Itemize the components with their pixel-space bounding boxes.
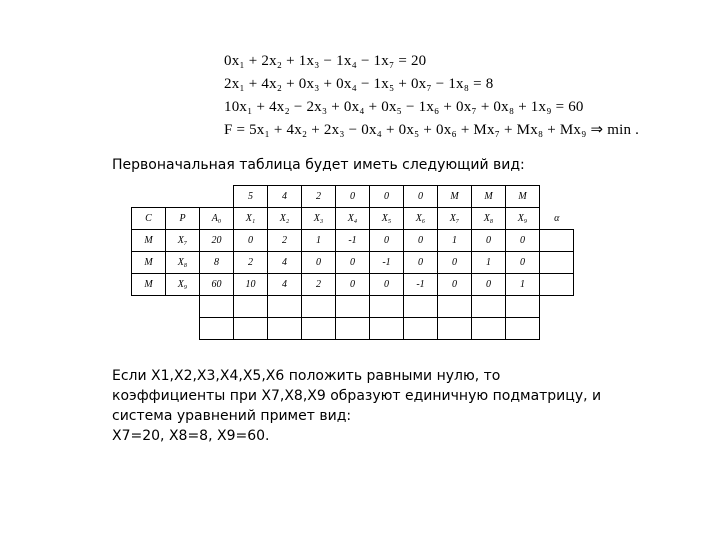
header-cell: X₅ (370, 208, 404, 230)
table-cell: M (132, 230, 166, 252)
header-cell-alpha: α (554, 212, 560, 224)
cost-cell: M (506, 186, 540, 208)
table-cell (540, 252, 574, 274)
equation-line: 2x₁ + 4x₂ + 0x₃ + 0x₄ − 1x₅ + 0x₇ − 1x₈ = 8 (224, 76, 494, 92)
header-cell: X₁ (234, 208, 268, 230)
table-cell: 0 (404, 230, 438, 252)
table-cell: 1 (506, 274, 540, 296)
equation-line: 0x₁ + 2x₂ + 1x₃ − 1x₄ − 1x₇ = 20 (224, 53, 427, 69)
empty-cell (268, 318, 302, 340)
conclusion-line: коэффициенты при X7,X8,X9 образуют единичную подматрицу, и (112, 388, 602, 404)
conclusion-text (112, 366, 672, 446)
table-row (132, 274, 574, 296)
cost-cell: 0 (370, 186, 404, 208)
table-cell: 1 (438, 230, 472, 252)
empty-cell (438, 318, 472, 340)
header-row (132, 208, 574, 230)
table-cell: 0 (506, 230, 540, 252)
empty-cell (438, 296, 472, 318)
table-cell: -1 (370, 252, 404, 274)
header-cell: X₆ (404, 208, 438, 230)
empty-cell (336, 318, 370, 340)
cost-cell: 4 (268, 186, 302, 208)
cost-row (132, 186, 574, 208)
empty-cell (336, 296, 370, 318)
empty-cell (200, 318, 234, 340)
table-cell: -1 (336, 230, 370, 252)
table-cell (540, 274, 574, 296)
header-cell: X₂ (268, 208, 302, 230)
empty-cell (370, 318, 404, 340)
cost-cell: M (472, 186, 506, 208)
header-cell: X₄ (336, 208, 370, 230)
empty-cell (302, 296, 336, 318)
table-cell: 60 (200, 274, 234, 296)
table-cell: M (132, 252, 166, 274)
header-cell: X₈ (472, 208, 506, 230)
header-cell: P (166, 208, 200, 230)
equation-line: 10x₁ + 4x₂ − 2x₃ + 0x₄ + 0x₅ − 1x₆ + 0x₇ + 0x₈ + 1x₉ = 60 (224, 99, 584, 115)
table-cell: 2 (302, 274, 336, 296)
table-cell: 0 (370, 230, 404, 252)
table-cell: 2 (234, 252, 268, 274)
solution-line: X7=20, X8=8, X9=60. (112, 428, 270, 444)
table-cell: 0 (404, 252, 438, 274)
table-cell: 0 (336, 274, 370, 296)
table-cell: X₇ (166, 230, 200, 252)
table-cell: X₈ (166, 252, 200, 274)
cost-cell: 0 (404, 186, 438, 208)
table-cell: 0 (506, 252, 540, 274)
table-cell: 1 (472, 252, 506, 274)
conclusion-line: Если X1,X2,X3,X4,X5,X6 положить равными нулю, то (112, 368, 501, 384)
empty-cell (506, 318, 540, 340)
table-cell: 1 (302, 230, 336, 252)
table-cell: X₉ (166, 274, 200, 296)
empty-cell (404, 296, 438, 318)
table-cell: -1 (404, 274, 438, 296)
cost-cell: M (438, 186, 472, 208)
table-cell: 0 (438, 252, 472, 274)
empty-cell (506, 296, 540, 318)
table-row (132, 252, 574, 274)
header-cell: X₉ (506, 208, 540, 230)
header-cell: X₃ (302, 208, 336, 230)
empty-cell (472, 296, 506, 318)
table-row (132, 230, 574, 252)
empty-cell (404, 318, 438, 340)
empty-cell (234, 318, 268, 340)
empty-cell (472, 318, 506, 340)
cost-cell: 2 (302, 186, 336, 208)
cost-cell: 5 (234, 186, 268, 208)
table-cell: 0 (302, 252, 336, 274)
conclusion-line: система уравнений примет вид: (112, 408, 352, 424)
header-cell: A₀ (200, 208, 234, 230)
table-cell: 0 (336, 252, 370, 274)
table-cell: 0 (472, 274, 506, 296)
table-cell: 10 (234, 274, 268, 296)
intro-text: Первоначальная таблица будет иметь следующий вид: (112, 157, 525, 173)
table-cell: 2 (268, 230, 302, 252)
cost-cell: 0 (336, 186, 370, 208)
table-cell: 0 (234, 230, 268, 252)
table-cell: 4 (268, 274, 302, 296)
table-cell: 0 (472, 230, 506, 252)
table-cell: 0 (370, 274, 404, 296)
empty-cell (200, 296, 234, 318)
simplex-table (131, 185, 574, 340)
empty-cell (302, 318, 336, 340)
table-cell: 0 (438, 274, 472, 296)
empty-row (132, 296, 574, 318)
table-cell: 8 (200, 252, 234, 274)
table-cell: 20 (200, 230, 234, 252)
equation-system (224, 50, 639, 142)
table-cell (540, 230, 574, 252)
header-cell: X₇ (438, 208, 472, 230)
empty-row (132, 318, 574, 340)
table-cell: 4 (268, 252, 302, 274)
table-cell: M (132, 274, 166, 296)
empty-cell (234, 296, 268, 318)
empty-cell (370, 296, 404, 318)
empty-cell (268, 296, 302, 318)
objective-function: F = 5x₁ + 4x₂ + 2x₃ − 0x₄ + 0x₅ + 0x₆ + Mx₇ + Mx₈ + Mx₉ ⇒ min . (224, 122, 640, 138)
header-cell: C (132, 208, 166, 230)
